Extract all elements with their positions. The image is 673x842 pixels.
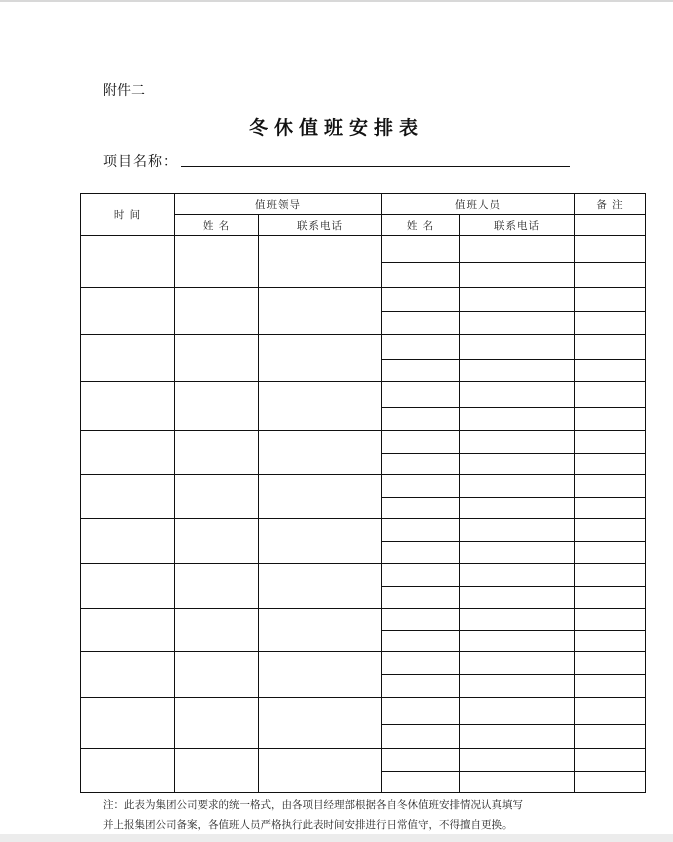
project-name-field[interactable] bbox=[181, 166, 570, 167]
leader-name-cell[interactable] bbox=[175, 749, 259, 793]
staff-name-cell[interactable] bbox=[382, 771, 460, 792]
remarks-cell[interactable] bbox=[575, 262, 646, 287]
header-staff-group: 值班人员 bbox=[382, 194, 575, 215]
staff-name-cell[interactable] bbox=[382, 608, 460, 630]
staff-phone-cell[interactable] bbox=[460, 586, 575, 608]
remarks-cell[interactable] bbox=[575, 697, 646, 724]
time-cell[interactable] bbox=[81, 697, 175, 749]
remarks-cell[interactable] bbox=[575, 631, 646, 652]
staff-name-cell[interactable] bbox=[382, 519, 460, 542]
leader-name-cell[interactable] bbox=[175, 697, 259, 749]
time-cell[interactable] bbox=[81, 519, 175, 563]
remarks-cell[interactable] bbox=[575, 381, 646, 407]
header-row-1 bbox=[81, 194, 646, 215]
time-cell[interactable] bbox=[81, 474, 175, 518]
remarks-cell[interactable] bbox=[575, 519, 646, 542]
staff-phone-cell[interactable] bbox=[460, 431, 575, 453]
remarks-cell[interactable] bbox=[575, 359, 646, 381]
header-leader-group: 值班领导 bbox=[175, 194, 382, 215]
staff-name-cell[interactable] bbox=[382, 381, 460, 407]
table-row bbox=[81, 652, 646, 674]
header-remarks: 备 注 bbox=[575, 194, 646, 215]
staff-phone-cell[interactable] bbox=[460, 542, 575, 563]
remarks-cell[interactable] bbox=[575, 453, 646, 474]
attachment-label: 附件二 bbox=[103, 83, 145, 99]
staff-name-cell[interactable] bbox=[382, 453, 460, 474]
staff-name-cell[interactable] bbox=[382, 335, 460, 359]
remarks-cell[interactable] bbox=[575, 771, 646, 792]
remarks-cell[interactable] bbox=[575, 674, 646, 697]
staff-phone-cell[interactable] bbox=[460, 519, 575, 542]
remarks-cell[interactable] bbox=[575, 542, 646, 563]
staff-name-cell[interactable] bbox=[382, 697, 460, 724]
remarks-cell[interactable] bbox=[575, 608, 646, 630]
staff-name-cell[interactable] bbox=[382, 431, 460, 453]
staff-phone-cell[interactable] bbox=[460, 563, 575, 586]
header-leader-name: 姓 名 bbox=[175, 215, 259, 236]
table-row bbox=[81, 608, 646, 630]
remarks-cell[interactable] bbox=[575, 312, 646, 335]
remarks-cell[interactable] bbox=[575, 287, 646, 311]
staff-name-cell[interactable] bbox=[382, 749, 460, 771]
staff-phone-cell[interactable] bbox=[460, 287, 575, 311]
time-cell[interactable] bbox=[81, 236, 175, 288]
remarks-cell[interactable] bbox=[575, 749, 646, 771]
staff-name-cell[interactable] bbox=[382, 236, 460, 262]
staff-name-cell[interactable] bbox=[382, 408, 460, 431]
top-border bbox=[0, 0, 673, 2]
leader-phone-cell[interactable] bbox=[259, 563, 382, 608]
staff-phone-cell[interactable] bbox=[460, 771, 575, 792]
staff-phone-cell[interactable] bbox=[460, 381, 575, 407]
footnote bbox=[103, 795, 583, 835]
staff-name-cell[interactable] bbox=[382, 631, 460, 652]
table-row bbox=[81, 381, 646, 407]
header-remarks-sub bbox=[575, 215, 646, 236]
leader-phone-cell[interactable] bbox=[259, 652, 382, 697]
staff-name-cell[interactable] bbox=[382, 586, 460, 608]
table-row bbox=[81, 474, 646, 497]
staff-phone-cell[interactable] bbox=[460, 262, 575, 287]
leader-name-cell[interactable] bbox=[175, 335, 259, 381]
staff-phone-cell[interactable] bbox=[460, 236, 575, 262]
table-row bbox=[81, 287, 646, 311]
leader-phone-cell[interactable] bbox=[259, 335, 382, 381]
leader-name-cell[interactable] bbox=[175, 287, 259, 334]
staff-phone-cell[interactable] bbox=[460, 497, 575, 518]
staff-phone-cell[interactable] bbox=[460, 312, 575, 335]
staff-name-cell[interactable] bbox=[382, 474, 460, 497]
remarks-cell[interactable] bbox=[575, 563, 646, 586]
leader-phone-cell[interactable] bbox=[259, 381, 382, 430]
header-leader-phone: 联系电话 bbox=[259, 215, 382, 236]
staff-name-cell[interactable] bbox=[382, 312, 460, 335]
leader-phone-cell[interactable] bbox=[259, 431, 382, 474]
header-time: 时 间 bbox=[81, 194, 175, 236]
staff-phone-cell[interactable] bbox=[460, 749, 575, 771]
staff-phone-cell[interactable] bbox=[460, 725, 575, 749]
table-row bbox=[81, 563, 646, 586]
staff-phone-cell[interactable] bbox=[460, 359, 575, 381]
time-cell[interactable] bbox=[81, 652, 175, 697]
remarks-cell[interactable] bbox=[575, 236, 646, 262]
leader-phone-cell[interactable] bbox=[259, 749, 382, 793]
table-row bbox=[81, 749, 646, 771]
time-cell[interactable] bbox=[81, 431, 175, 474]
remarks-cell[interactable] bbox=[575, 474, 646, 497]
leader-phone-cell[interactable] bbox=[259, 287, 382, 334]
remarks-cell[interactable] bbox=[575, 335, 646, 359]
time-cell[interactable] bbox=[81, 608, 175, 651]
leader-name-cell[interactable] bbox=[175, 608, 259, 651]
leader-phone-cell[interactable] bbox=[259, 474, 382, 518]
leader-name-cell[interactable] bbox=[175, 381, 259, 430]
table-row bbox=[81, 335, 646, 359]
table-row bbox=[81, 236, 646, 262]
footnote-line-1: 注：此表为集团公司要求的统一格式，由各项目经理部根据各自冬休值班安排情况认真填写 bbox=[103, 799, 523, 811]
staff-phone-cell[interactable] bbox=[460, 453, 575, 474]
leader-name-cell[interactable] bbox=[175, 652, 259, 697]
staff-name-cell[interactable] bbox=[382, 359, 460, 381]
leader-phone-cell[interactable] bbox=[259, 236, 382, 288]
staff-name-cell[interactable] bbox=[382, 287, 460, 311]
leader-phone-cell[interactable] bbox=[259, 608, 382, 651]
staff-phone-cell[interactable] bbox=[460, 674, 575, 697]
remarks-cell[interactable] bbox=[575, 586, 646, 608]
staff-phone-cell[interactable] bbox=[460, 474, 575, 497]
table-row bbox=[81, 519, 646, 542]
staff-phone-cell[interactable] bbox=[460, 408, 575, 431]
time-cell[interactable] bbox=[81, 563, 175, 608]
leader-phone-cell[interactable] bbox=[259, 519, 382, 563]
table-row bbox=[81, 697, 646, 724]
time-cell[interactable] bbox=[81, 749, 175, 793]
leader-name-cell[interactable] bbox=[175, 519, 259, 563]
duty-schedule-table bbox=[80, 193, 646, 793]
staff-name-cell[interactable] bbox=[382, 652, 460, 674]
remarks-cell[interactable] bbox=[575, 431, 646, 453]
remarks-cell[interactable] bbox=[575, 408, 646, 431]
staff-phone-cell[interactable] bbox=[460, 652, 575, 674]
staff-name-cell[interactable] bbox=[382, 497, 460, 518]
time-cell[interactable] bbox=[81, 335, 175, 381]
page-title: 冬休值班安排表 bbox=[248, 117, 424, 139]
leader-name-cell[interactable] bbox=[175, 431, 259, 474]
staff-phone-cell[interactable] bbox=[460, 631, 575, 652]
header-staff-name: 姓 名 bbox=[382, 215, 460, 236]
remarks-cell[interactable] bbox=[575, 652, 646, 674]
leader-name-cell[interactable] bbox=[175, 474, 259, 518]
staff-name-cell[interactable] bbox=[382, 262, 460, 287]
bottom-edge bbox=[0, 834, 673, 842]
table-row bbox=[81, 431, 646, 453]
staff-phone-cell[interactable] bbox=[460, 697, 575, 724]
remarks-cell[interactable] bbox=[575, 725, 646, 749]
footnote-line-2: 并上报集团公司备案，各值班人员严格执行此表时间安排进行日常值守，不得擅自更换。 bbox=[103, 819, 513, 831]
staff-name-cell[interactable] bbox=[382, 563, 460, 586]
staff-phone-cell[interactable] bbox=[460, 608, 575, 630]
leader-phone-cell[interactable] bbox=[259, 697, 382, 749]
project-name-label: 项目名称： bbox=[103, 154, 178, 170]
remarks-cell[interactable] bbox=[575, 497, 646, 518]
staff-name-cell[interactable] bbox=[382, 725, 460, 749]
staff-phone-cell[interactable] bbox=[460, 335, 575, 359]
leader-name-cell[interactable] bbox=[175, 236, 259, 288]
header-staff-phone: 联系电话 bbox=[460, 215, 575, 236]
staff-name-cell[interactable] bbox=[382, 674, 460, 697]
leader-name-cell[interactable] bbox=[175, 563, 259, 608]
time-cell[interactable] bbox=[81, 381, 175, 430]
staff-name-cell[interactable] bbox=[382, 542, 460, 563]
time-cell[interactable] bbox=[81, 287, 175, 334]
